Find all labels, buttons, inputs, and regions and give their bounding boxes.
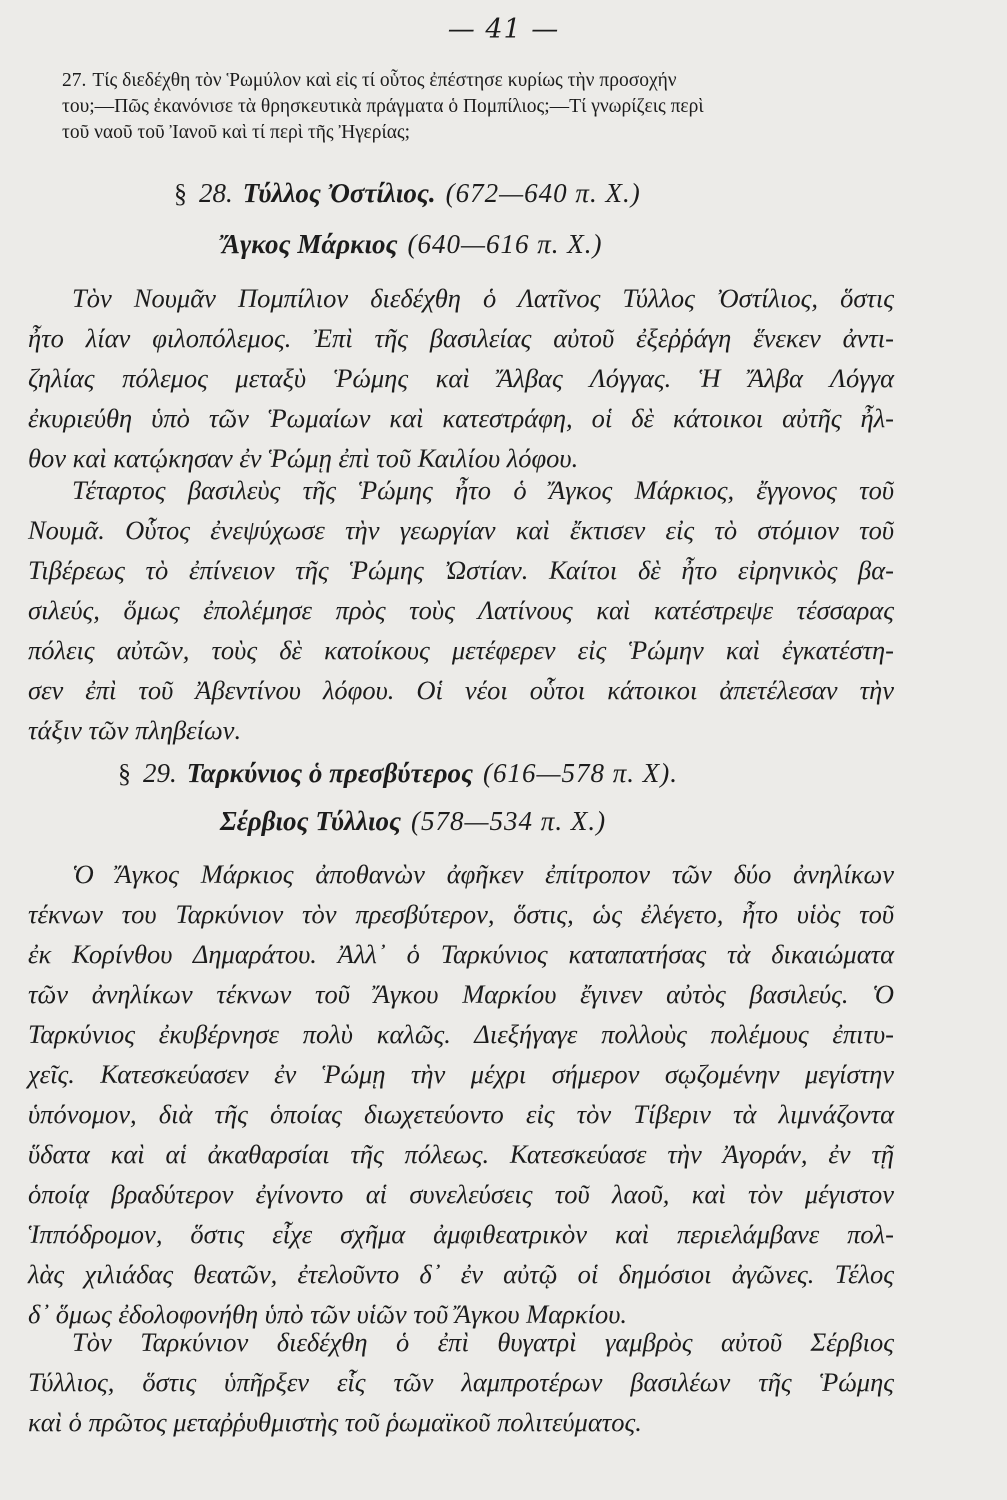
reign-dates: (616—578 π. Χ). (483, 758, 679, 788)
review-questions-27 (62, 68, 908, 146)
text-line: ἐκ Κορίνθου Δημαράτου. Ἀλλ᾽ ὁ Ταρκύνιος καταπατήσας τὰ δικαιώματα (28, 939, 894, 969)
text-line: Ταρκύνιος ἐκυβέρνησε πολὺ καλῶς. Διεξήγαγε πολλοὺς πολέμους ἐπιτυ- (28, 1019, 894, 1049)
ruler-name: Τύλλος Ὀστίλιος. (242, 178, 436, 208)
text-line: Τὸν Ταρκύνιον διεδέχθη ὁ ἐπὶ θυγατρὶ γαμβρὸς αὐτοῦ Σέρβιος (72, 1327, 894, 1357)
section-mark: § (118, 759, 131, 788)
text-line: Ὁ Ἄγκος Μάρκιος ἀποθανὼν ἀφῆκεν ἐπίτροπον τῶν δύο ἀνηλίκων (72, 859, 894, 889)
page-number: — 41 — (447, 14, 560, 45)
section-number: 28. (199, 178, 233, 208)
section-mark: § (174, 179, 187, 208)
section-29-paragraph-2 (28, 1322, 894, 1442)
ruler-name: Ἄγκος Μάρκιος (222, 229, 398, 259)
ruler-name: Σέρβιος Τύλλιος (220, 806, 402, 836)
text-line: ζηλίας πόλεμος μεταξὺ Ῥώμης καὶ Ἄλβας Λόγγας. Ἡ Ἄλβα Λόγγα (28, 363, 894, 393)
text-line: θον καὶ κατῴκησαν ἐν Ῥώμῃ ἐπὶ τοῦ Καιλίου λόφου. (28, 443, 579, 473)
ruler-name: Ταρκύνιος ὁ πρεσβύτερος (186, 758, 474, 788)
text-line: τάξιν τῶν πληβείων. (28, 715, 242, 745)
reign-dates: (578—534 π. Χ.) (411, 806, 607, 836)
text-line: ἦτο λίαν φιλοπόλεμος. Ἐπὶ τῆς βασιλείας αὐτοῦ ἐξεῤῥάγη ἕνεκεν ἀντι- (28, 323, 894, 353)
text-line: πόλεις αὐτῶν, τοὺς δὲ κατοίκους μετέφερεν εἰς Ῥώμην καὶ ἐγκατέστη- (28, 635, 894, 665)
section-28-paragraph-2 (28, 470, 894, 750)
section-28-paragraph-1 (28, 278, 894, 478)
section-28-heading (174, 178, 641, 209)
text-line: ὑπόνομον, διὰ τῆς ὁποίας διωχετεύοντο εἰς τὸν Τίβεριν τὰ λιμνάζοντα (28, 1099, 894, 1129)
text-line: καὶ ὁ πρῶτος μεταῤῥυθμιστὴς τοῦ ῥωμαϊκοῦ πολιτεύματος. (28, 1407, 642, 1437)
text-line: ὁποίᾳ βραδύτερον ἐγίνοντο αἱ συνελεύσεις τοῦ λαοῦ, καὶ τὸν μέγιστον (28, 1179, 894, 1209)
section-number: 29. (143, 758, 177, 788)
text-line: Τιβέρεως τὸ ἐπίνειον τῆς Ῥώμης Ὠστίαν. Καίτοι δὲ ἦτο εἰρηνικὸς βα- (28, 555, 894, 585)
question-line: 27. Τίς διεδέχθη τὸν Ῥωμύλον καὶ εἰς τί οὗτος ἐπέστησε κυρίως τὴν προσοχήν (62, 70, 677, 91)
section-29-heading (118, 758, 678, 789)
text-line: σιλεύς, ὅμως ἐπολέμησε πρὸς τοὺς Λατίνους καὶ κατέστρεψε τέσσαρας (28, 595, 894, 625)
question-line: του;—Πῶς ἐκανόνισε τὰ θρησκευτικὰ πράγματα ὁ Πομπίλιος;—Τί γνωρίζεις περὶ (62, 96, 704, 117)
text-line: Νουμᾶ. Οὗτος ἐνεψύχωσε τὴν γεωργίαν καὶ ἔκτισεν εἰς τὸ στόμιον τοῦ (28, 515, 894, 545)
text-line: σεν ἐπὶ τοῦ Ἀβεντίνου λόφου. Οἱ νέοι οὗτοι κάτοικοι ἀπετέλεσαν τὴν (28, 675, 894, 705)
text-line: λὰς χιλιάδας θεατῶν, ἐτελοῦντο δ᾽ ἐν αὐτῷ οἱ δημόσιοι ἀγῶνες. Τέλος (28, 1259, 894, 1289)
text-line: Τέταρτος βασιλεὺς τῆς Ῥώμης ἦτο ὁ Ἄγκος Μάρκιος, ἔγγονος τοῦ (72, 475, 894, 505)
section-28-subheading (222, 229, 603, 260)
text-line: τῶν ἀνηλίκων τέκνων τοῦ Ἄγκου Μαρκίου ἔγινεν αὐτὸς βασιλεύς. Ὁ (28, 979, 894, 1009)
text-line: χεῖς. Κατεσκεύασεν ἐν Ῥώμῃ τὴν μέχρι σήμερον σῳζομένην μεγίστην (28, 1059, 894, 1089)
text-line: Ἱππόδρομον, ὅστις εἶχε σχῆμα ἀμφιθεατρικὸν καὶ περιελάμβανε πολ- (28, 1219, 894, 1249)
text-line: Τὸν Νουμᾶν Πομπίλιον διεδέχθη ὁ Λατῖνος Τύλλος Ὀστίλιος, ὅστις (72, 283, 894, 313)
reign-dates: (672—640 π. Χ.) (445, 178, 641, 208)
text-line: δ᾽ ὅμως ἐδολοφονήθη ὑπὸ τῶν υἱῶν τοῦ Ἄγκου Μαρκίου. (28, 1299, 628, 1329)
text-line: ἐκυριεύθη ὑπὸ τῶν Ῥωμαίων καὶ κατεστράφη, οἱ δὲ κάτοικοι αὐτῆς ἦλ- (28, 403, 894, 433)
text-line: ὕδατα καὶ αἱ ἀκαθαρσίαι τῆς πόλεως. Κατεσκεύασε τὴν Ἀγοράν, ἐν τῇ (28, 1139, 894, 1169)
reign-dates: (640—616 π. Χ.) (407, 229, 603, 259)
section-29-subheading (220, 806, 606, 837)
question-line: τοῦ ναοῦ τοῦ Ἰανοῦ καὶ τί περὶ τῆς Ἠγερίας; (62, 122, 411, 143)
question-number: 27. (62, 70, 87, 91)
text-line: Τύλλιος, ὅστις ὑπῆρξεν εἷς τῶν λαμπροτέρων βασιλέων τῆς Ῥώμης (28, 1367, 894, 1397)
text-line: τέκνων του Ταρκύνιον τὸν πρεσβύτερον, ὅστις, ὡς ἐλέγετο, ἦτο υἱὸς τοῦ (28, 899, 894, 929)
section-29-paragraph-1 (28, 854, 894, 1334)
